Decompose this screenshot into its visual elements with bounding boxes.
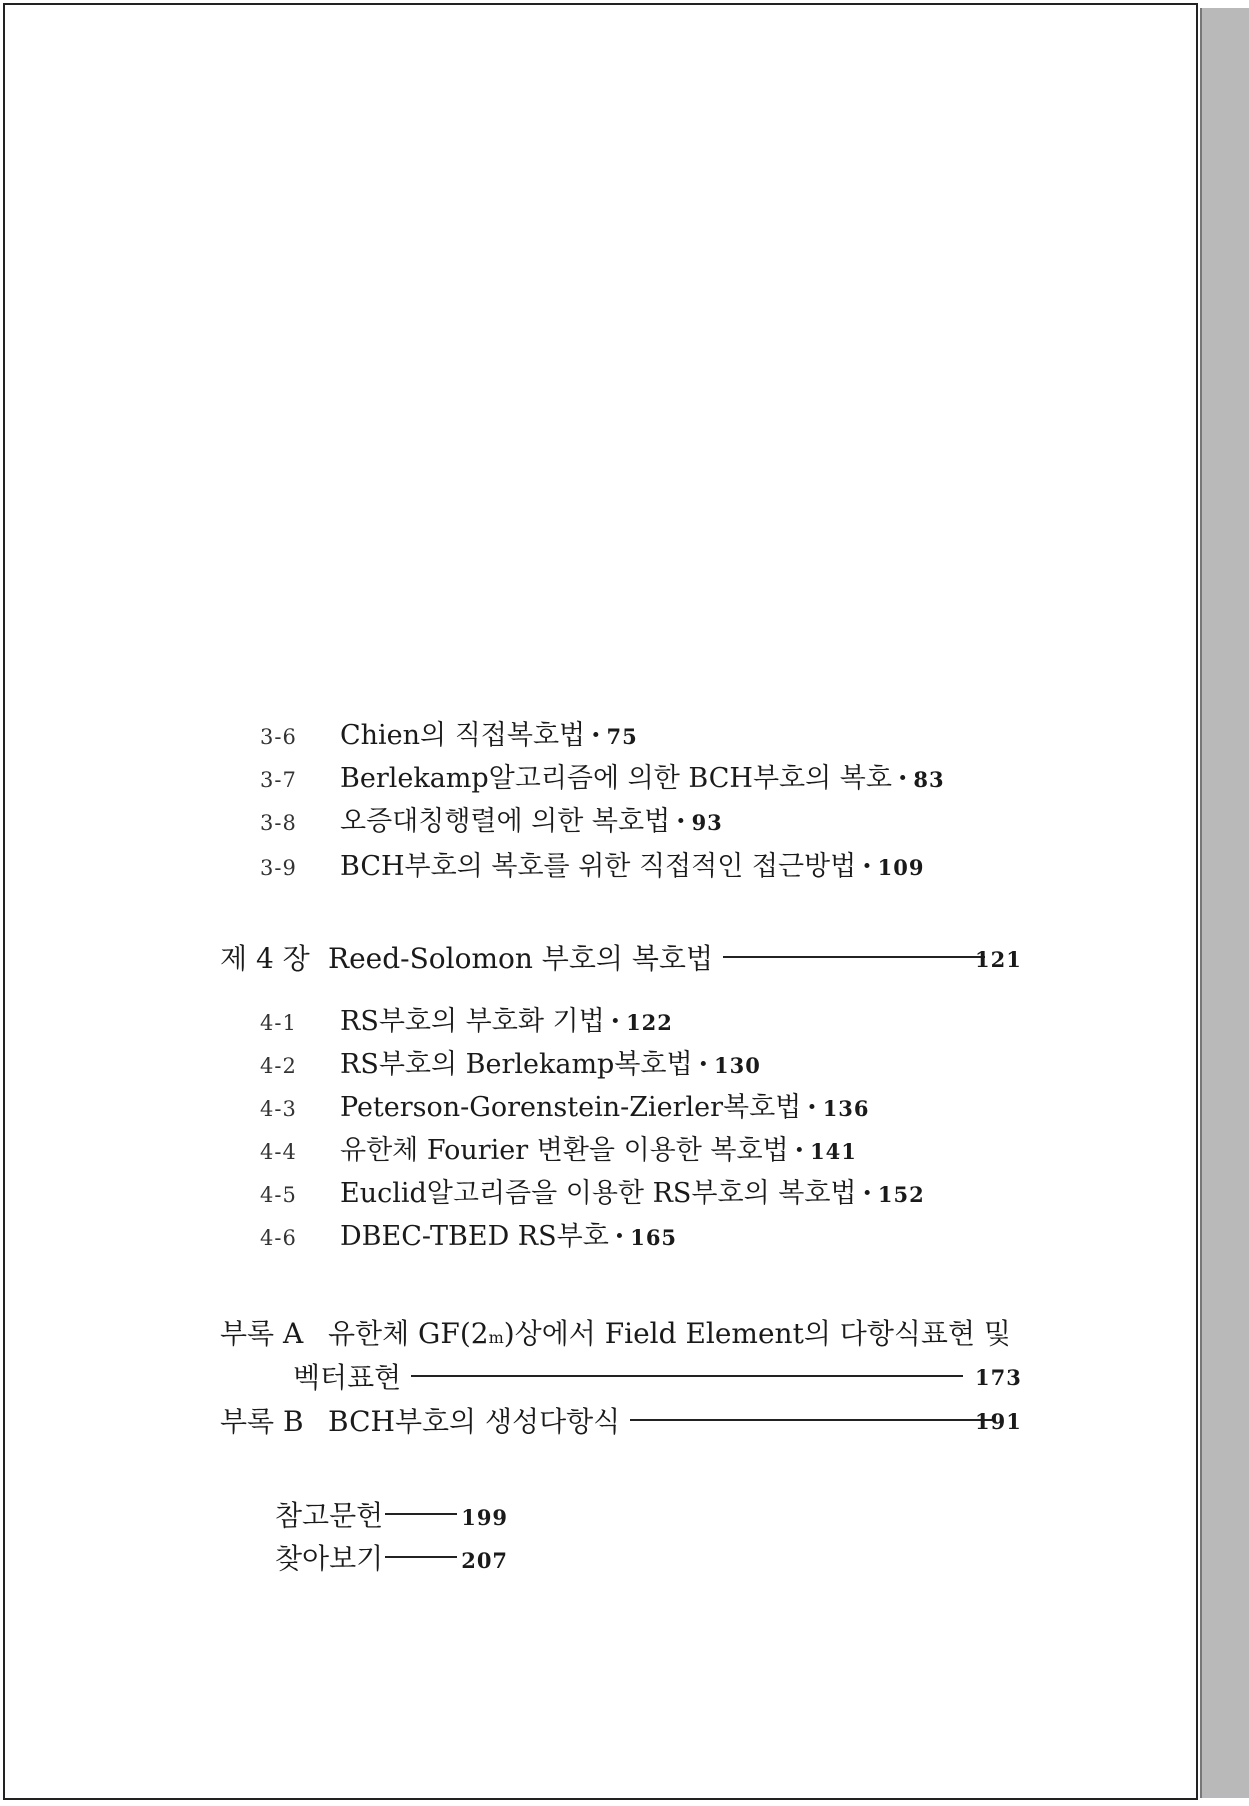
page-number: 152 bbox=[877, 1182, 925, 1207]
section-title: BCH부호의 복호를 위한 직접적인 접근방법 bbox=[340, 851, 857, 882]
section-number: 4-4 bbox=[260, 1140, 297, 1164]
section-number: 3-6 bbox=[260, 725, 297, 749]
section-number: 4-6 bbox=[260, 1226, 297, 1250]
leader-line bbox=[385, 1556, 457, 1558]
bullet-separator: · bbox=[794, 1135, 805, 1166]
chapter-page-number: 121 bbox=[975, 947, 1022, 972]
toc-entry-3-6[interactable] bbox=[260, 719, 638, 754]
toc-entry-4-1[interactable] bbox=[260, 1005, 673, 1040]
section-number: 3-9 bbox=[260, 856, 297, 880]
section-title: Euclid알고리즘을 이용한 RS부호의 복호법 bbox=[340, 1178, 857, 1209]
toc-entry-4-3[interactable] bbox=[260, 1091, 870, 1126]
bullet-separator: · bbox=[614, 1221, 625, 1252]
section-title: Berlekamp알고리즘에 의한 BCH부호의 복호 bbox=[340, 763, 892, 794]
bullet-separator: · bbox=[698, 1049, 708, 1080]
page-number: 141 bbox=[810, 1139, 857, 1164]
leader-line bbox=[385, 1513, 457, 1515]
toc-index[interactable] bbox=[275, 1542, 508, 1578]
appendix-label: 부록 A bbox=[220, 1317, 304, 1350]
page-number: 83 bbox=[913, 767, 945, 792]
appendix-title-prefix: 유한체 GF(2 bbox=[328, 1317, 489, 1350]
toc-references[interactable] bbox=[275, 1499, 508, 1535]
page-number: 199 bbox=[461, 1505, 509, 1530]
toc-chapter-4[interactable] bbox=[220, 942, 995, 976]
toc-entry-4-5[interactable] bbox=[260, 1177, 925, 1212]
toc-entry-3-9[interactable] bbox=[260, 850, 924, 885]
toc-appendix-b[interactable] bbox=[220, 1405, 1002, 1439]
toc-appendix-a-continued[interactable] bbox=[293, 1361, 973, 1395]
section-number: 3-7 bbox=[260, 768, 297, 792]
toc-entry-3-7[interactable] bbox=[260, 762, 945, 797]
leader-line bbox=[630, 1419, 992, 1421]
section-title: Peterson-Gorenstein-Zierler복호법 bbox=[340, 1092, 802, 1123]
section-title: RS부호의 부호화 기법 bbox=[340, 1006, 605, 1037]
appendix-title-line2: 벡터표현 bbox=[293, 1361, 402, 1394]
page-number: 93 bbox=[691, 810, 723, 835]
bullet-separator: · bbox=[591, 720, 601, 751]
section-title: RS부호의 Berlekamp복호법 bbox=[340, 1049, 693, 1080]
section-number: 4-2 bbox=[260, 1054, 297, 1078]
index-title: 찾아보기 bbox=[275, 1542, 384, 1575]
bullet-separator: · bbox=[862, 1178, 872, 1209]
table-of-contents bbox=[5, 5, 1196, 1798]
page-number: 207 bbox=[461, 1548, 509, 1573]
page-number: 165 bbox=[630, 1225, 678, 1250]
appendix-a-page-number: 173 bbox=[975, 1365, 1022, 1390]
page-number: 75 bbox=[606, 724, 638, 749]
leader-line bbox=[723, 956, 985, 958]
leader-line bbox=[411, 1375, 963, 1377]
page-number: 136 bbox=[822, 1096, 870, 1121]
bullet-separator: · bbox=[676, 806, 686, 837]
section-title: 유한체 Fourier 변환을 이용한 복호법 bbox=[340, 1135, 789, 1166]
section-title: 오증대칭행렬에 의한 복호법 bbox=[340, 806, 671, 837]
section-title: Chien의 직접복호법 bbox=[340, 720, 586, 751]
toc-entry-4-2[interactable] bbox=[260, 1048, 761, 1083]
appendix-title: BCH부호의 생성다항식 bbox=[328, 1405, 621, 1438]
toc-entry-3-8[interactable] bbox=[260, 805, 723, 840]
page-number: 130 bbox=[714, 1053, 761, 1078]
section-number: 4-3 bbox=[260, 1097, 297, 1121]
bullet-separator: · bbox=[807, 1092, 817, 1123]
section-number: 3-8 bbox=[260, 811, 297, 835]
section-number: 4-1 bbox=[260, 1011, 297, 1035]
bullet-separator: · bbox=[862, 851, 872, 882]
section-number: 4-5 bbox=[260, 1183, 297, 1207]
toc-appendix-a[interactable] bbox=[220, 1317, 1011, 1355]
references-title: 참고문헌 bbox=[275, 1499, 384, 1532]
appendix-label: 부록 B bbox=[220, 1405, 304, 1438]
appendix-title-superscript: m bbox=[488, 1328, 504, 1347]
bullet-separator: · bbox=[897, 763, 908, 794]
page-edge bbox=[1200, 8, 1249, 1798]
book-page bbox=[3, 3, 1198, 1800]
appendix-title-suffix: )상에서 Field Element의 다항식표현 및 bbox=[503, 1317, 1011, 1350]
page-number: 109 bbox=[877, 855, 925, 880]
toc-entry-4-4[interactable] bbox=[260, 1134, 857, 1169]
appendix-b-page-number: 191 bbox=[975, 1409, 1022, 1434]
bullet-separator: · bbox=[610, 1006, 621, 1037]
page-number: 122 bbox=[626, 1010, 673, 1035]
section-title: DBEC-TBED RS부호 bbox=[340, 1221, 609, 1252]
toc-entry-4-6[interactable] bbox=[260, 1220, 677, 1255]
chapter-title: Reed-Solomon 부호의 복호법 bbox=[328, 942, 713, 975]
chapter-label: 제 4 장 bbox=[220, 942, 310, 975]
